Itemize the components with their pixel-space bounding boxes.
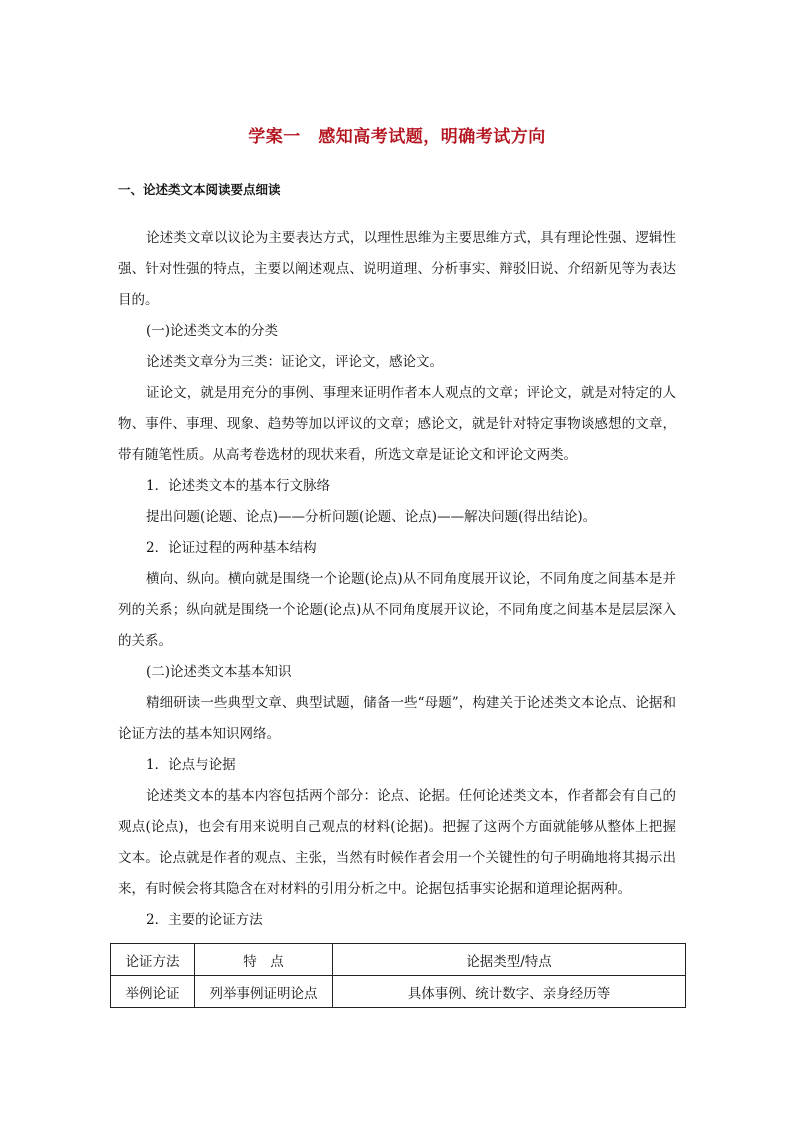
table-header-row xyxy=(111,944,686,976)
part2-heading: (二)论述类文本基本知识 xyxy=(146,664,292,680)
table-header-cell: 论证方法 xyxy=(111,944,195,976)
table-row xyxy=(111,976,686,1008)
part1-subheading-2: 2．论证过程的两种基本结构 xyxy=(146,540,317,556)
section-heading: 一、论述类文本阅读要点细读 xyxy=(118,182,281,197)
part1-subheading-1: 1．论述类文本的基本行文脉络 xyxy=(146,478,331,494)
intro-block xyxy=(118,223,676,316)
methods-table xyxy=(110,943,686,1008)
part1-heading: (一)论述类文本的分类 xyxy=(146,323,279,339)
table-cell: 列举事例证明论点 xyxy=(195,976,333,1008)
part1-sub-text-2: 横向、纵向。横向就是围绕一个论题(论点)从不同角度展开议论，不同角度之间基本是并列的关系；纵向就是围绕一个论题(论点)从不同角度展开议论，不同角度之间基本是层层深入的关系。 xyxy=(118,571,676,649)
table-header-cell: 论据类型/特点 xyxy=(333,944,686,976)
intro-paragraph: 论述类文章以议论为主要表达方式，以理性思维为主要思维方式，具有理论性强、逻辑性强、针对性强的特点，主要以阐述观点、说明道理、分析事实、辩驳旧说、介绍新见等为表达目的。 xyxy=(118,230,676,308)
table-cell: 具体事例、统计数字、亲身经历等 xyxy=(333,976,686,1008)
part1-paragraph-2: 证论文，就是用充分的事例、事理来证明作者本人观点的文章；评论文，就是对特定的人物、事件、事理、现象、趋势等加以评议的文章；感论文，就是针对特定事物谈感想的文章，带有随笔性质。从高考卷选材的现状来看，所选文章是证论文和评论文两类。 xyxy=(118,385,676,463)
part1-block xyxy=(118,316,676,657)
page-title: 学案一 感知高考试题，明确考试方向 xyxy=(248,127,546,147)
part2-subheading-1: 1．论点与论据 xyxy=(146,757,236,773)
part2-sub-text-1: 论述类文本的基本内容包括两个部分：论点、论据。任何论述类文本，作者都会有自己的观点(论点)，也会有用来说明自己观点的材料(论据)。把握了这两个方面就能够从整体上把握文本。论点就是作者的观点、主张，当然有时候作者会用一个关键性的句子明确地将其揭示出来，有时候会将其隐含在对材料的引用分析之中。论据包括事实论据和道理论据两种。 xyxy=(118,788,676,897)
part1-sub-text-1: 提出问题(论题、论点)——分析问题(论题、论点)——解决问题(得出结论)。 xyxy=(146,509,597,525)
part2-paragraph-1: 精细研读一些典型文章、典型试题，储备一些“母题”，构建关于论述类文本论点、论据和论证方法的基本知识网络。 xyxy=(118,695,676,742)
part2-subheading-2: 2．主要的论证方法 xyxy=(146,912,263,928)
part1-paragraph-1: 论述类文章分为三类：证论文，评论文，感论文。 xyxy=(146,354,443,370)
table-header-cell: 特 点 xyxy=(195,944,333,976)
part2-block xyxy=(118,657,676,936)
table-cell: 举例论证 xyxy=(111,976,195,1008)
